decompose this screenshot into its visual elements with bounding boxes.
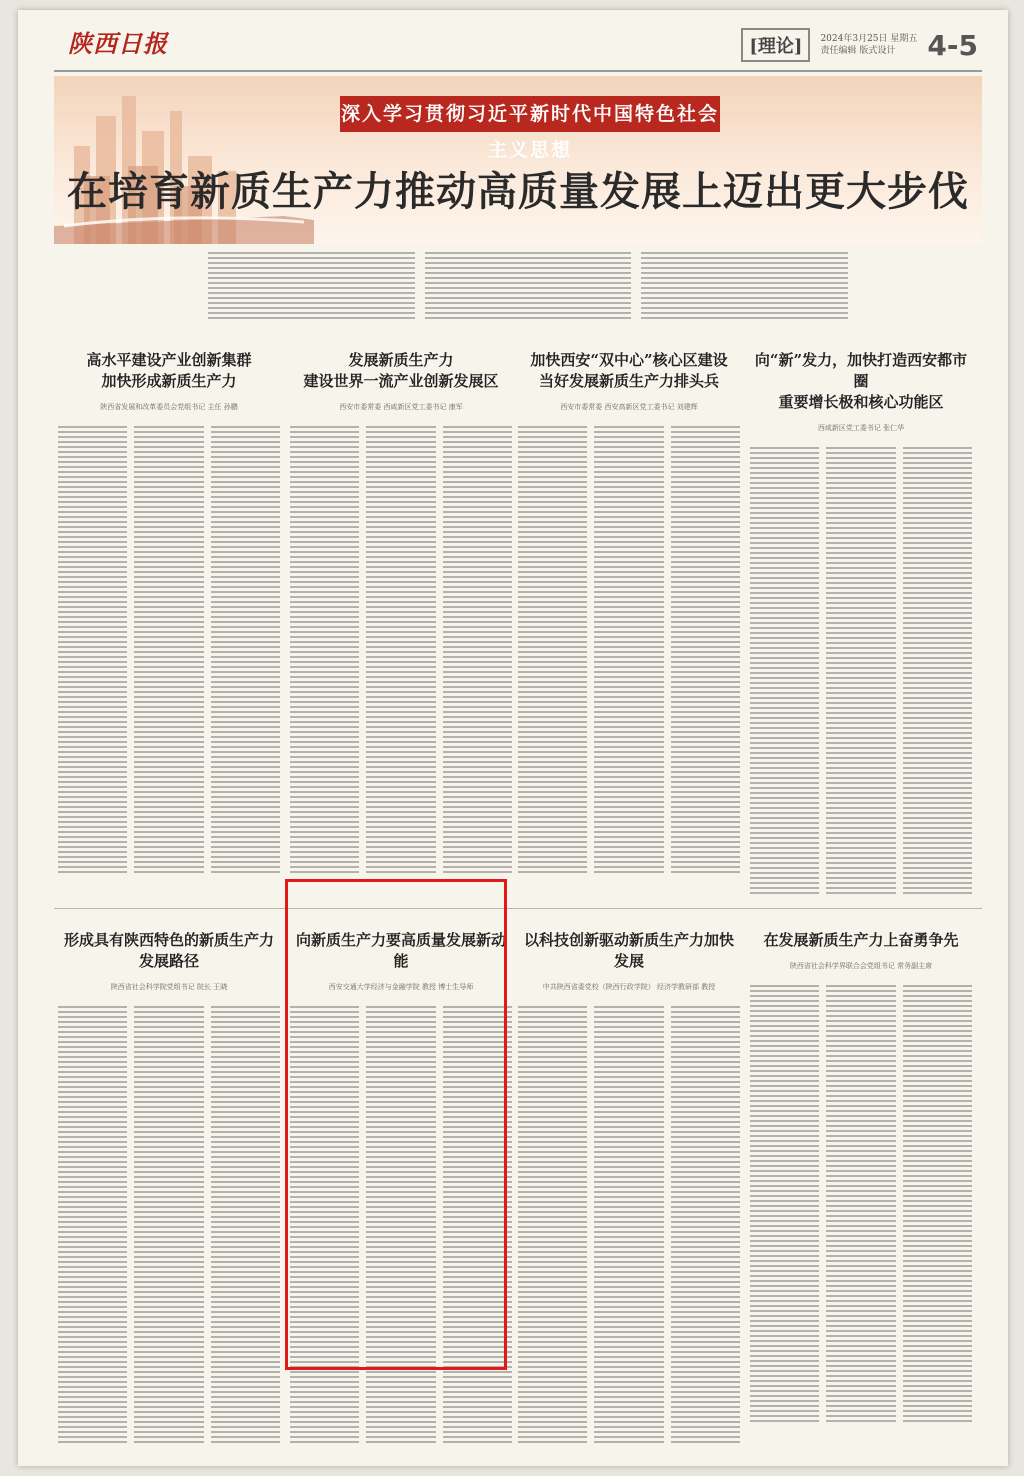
highlight-box — [285, 879, 507, 1370]
lead-text-column — [208, 252, 415, 320]
editor-line: 责任编辑 版式设计 — [820, 46, 896, 56]
article-1 — [58, 350, 280, 890]
body-text-column — [366, 426, 435, 876]
article-title: 以科技创新驱动新质生产力加快发展 — [523, 931, 734, 970]
section-tag: [理论] — [741, 28, 810, 62]
article-byline: 西安市委常委 西安高新区党工委书记 刘建辉 — [560, 403, 698, 411]
article-byline: 陕西省社会科学界联合会党组书记 常务副主席 — [789, 962, 933, 970]
article-body — [750, 985, 972, 1425]
article-title: 向“新”发力，加快打造西安都市圈 重要增长极和核心功能区 — [754, 351, 968, 411]
article-body — [750, 447, 972, 897]
feature-banner — [54, 76, 982, 244]
page-number: 4-5 — [927, 28, 978, 62]
body-text-column — [58, 426, 127, 876]
body-text-column — [671, 426, 740, 876]
article-5 — [58, 930, 280, 1450]
header-rule — [54, 70, 982, 72]
body-text-column — [671, 1006, 740, 1446]
body-text-column — [518, 1006, 587, 1446]
article-title: 在发展新质生产力上奋勇争先 — [763, 931, 959, 949]
body-text-column — [134, 426, 203, 876]
article-3 — [518, 350, 740, 890]
article-title: 发展新质生产力 建设世界一流产业创新发展区 — [303, 351, 499, 390]
article-2 — [290, 350, 512, 890]
banner-kicker: 深入学习贯彻习近平新时代中国特色社会主义思想 — [340, 96, 720, 132]
article-body — [518, 426, 740, 876]
body-text-column — [903, 985, 972, 1425]
article-byline: 陕西省社会科学院党组书记 院长 王晓 — [110, 983, 228, 991]
body-text-column — [443, 426, 512, 876]
article-byline: 中共陕西省委党校（陕西行政学院） 经济学教研部 教授 — [542, 983, 716, 991]
body-text-column — [750, 985, 819, 1425]
article-byline: 西咸新区党工委书记 张仁华 — [817, 424, 905, 432]
article-body — [58, 426, 280, 876]
article-body — [290, 426, 512, 876]
lead-text-column — [425, 252, 632, 320]
article-title: 高水平建设产业创新集群 加快形成新质生产力 — [86, 351, 252, 390]
article-body — [518, 1006, 740, 1446]
body-text-column — [594, 426, 663, 876]
body-text-column — [903, 447, 972, 897]
date-block — [820, 33, 917, 57]
article-byline: 西安交通大学经济与金融学院 教授 博士生导师 — [328, 983, 474, 991]
row-divider — [54, 908, 982, 909]
lead-text-block — [208, 252, 848, 320]
body-text-column — [826, 985, 895, 1425]
article-title: 向新质生产力要高质量发展新动能 — [295, 931, 506, 970]
article-7 — [518, 930, 740, 1450]
article-byline: 西安市委常委 西咸新区党工委书记 康军 — [339, 403, 463, 411]
body-text-column — [58, 1006, 127, 1446]
article-4 — [750, 350, 972, 890]
article-title: 加快西安“双中心”核心区建设 当好发展新质生产力排头兵 — [530, 351, 728, 390]
masthead-logo: 陕西日报 — [68, 29, 168, 58]
body-text-column — [826, 447, 895, 897]
body-text-column — [518, 426, 587, 876]
page-header-right — [741, 28, 978, 62]
article-8 — [750, 930, 972, 1450]
lead-text-column — [641, 252, 848, 320]
body-text-column — [594, 1006, 663, 1446]
body-text-column — [211, 426, 280, 876]
article-body — [58, 1006, 280, 1446]
body-text-column — [750, 447, 819, 897]
body-text-column — [211, 1006, 280, 1446]
issue-date: 2024年3月25日 星期五 — [820, 34, 918, 44]
article-title: 形成具有陕西特色的新质生产力发展路径 — [63, 931, 274, 970]
body-text-column — [134, 1006, 203, 1446]
body-text-column — [290, 426, 359, 876]
article-byline: 陕西省发展和改革委员会党组书记 主任 孙鹏 — [100, 403, 238, 411]
newspaper-page — [18, 10, 1008, 1466]
banner-headline: 在培育新质生产力推动高质量发展上迈出更大步伐 — [67, 169, 969, 215]
